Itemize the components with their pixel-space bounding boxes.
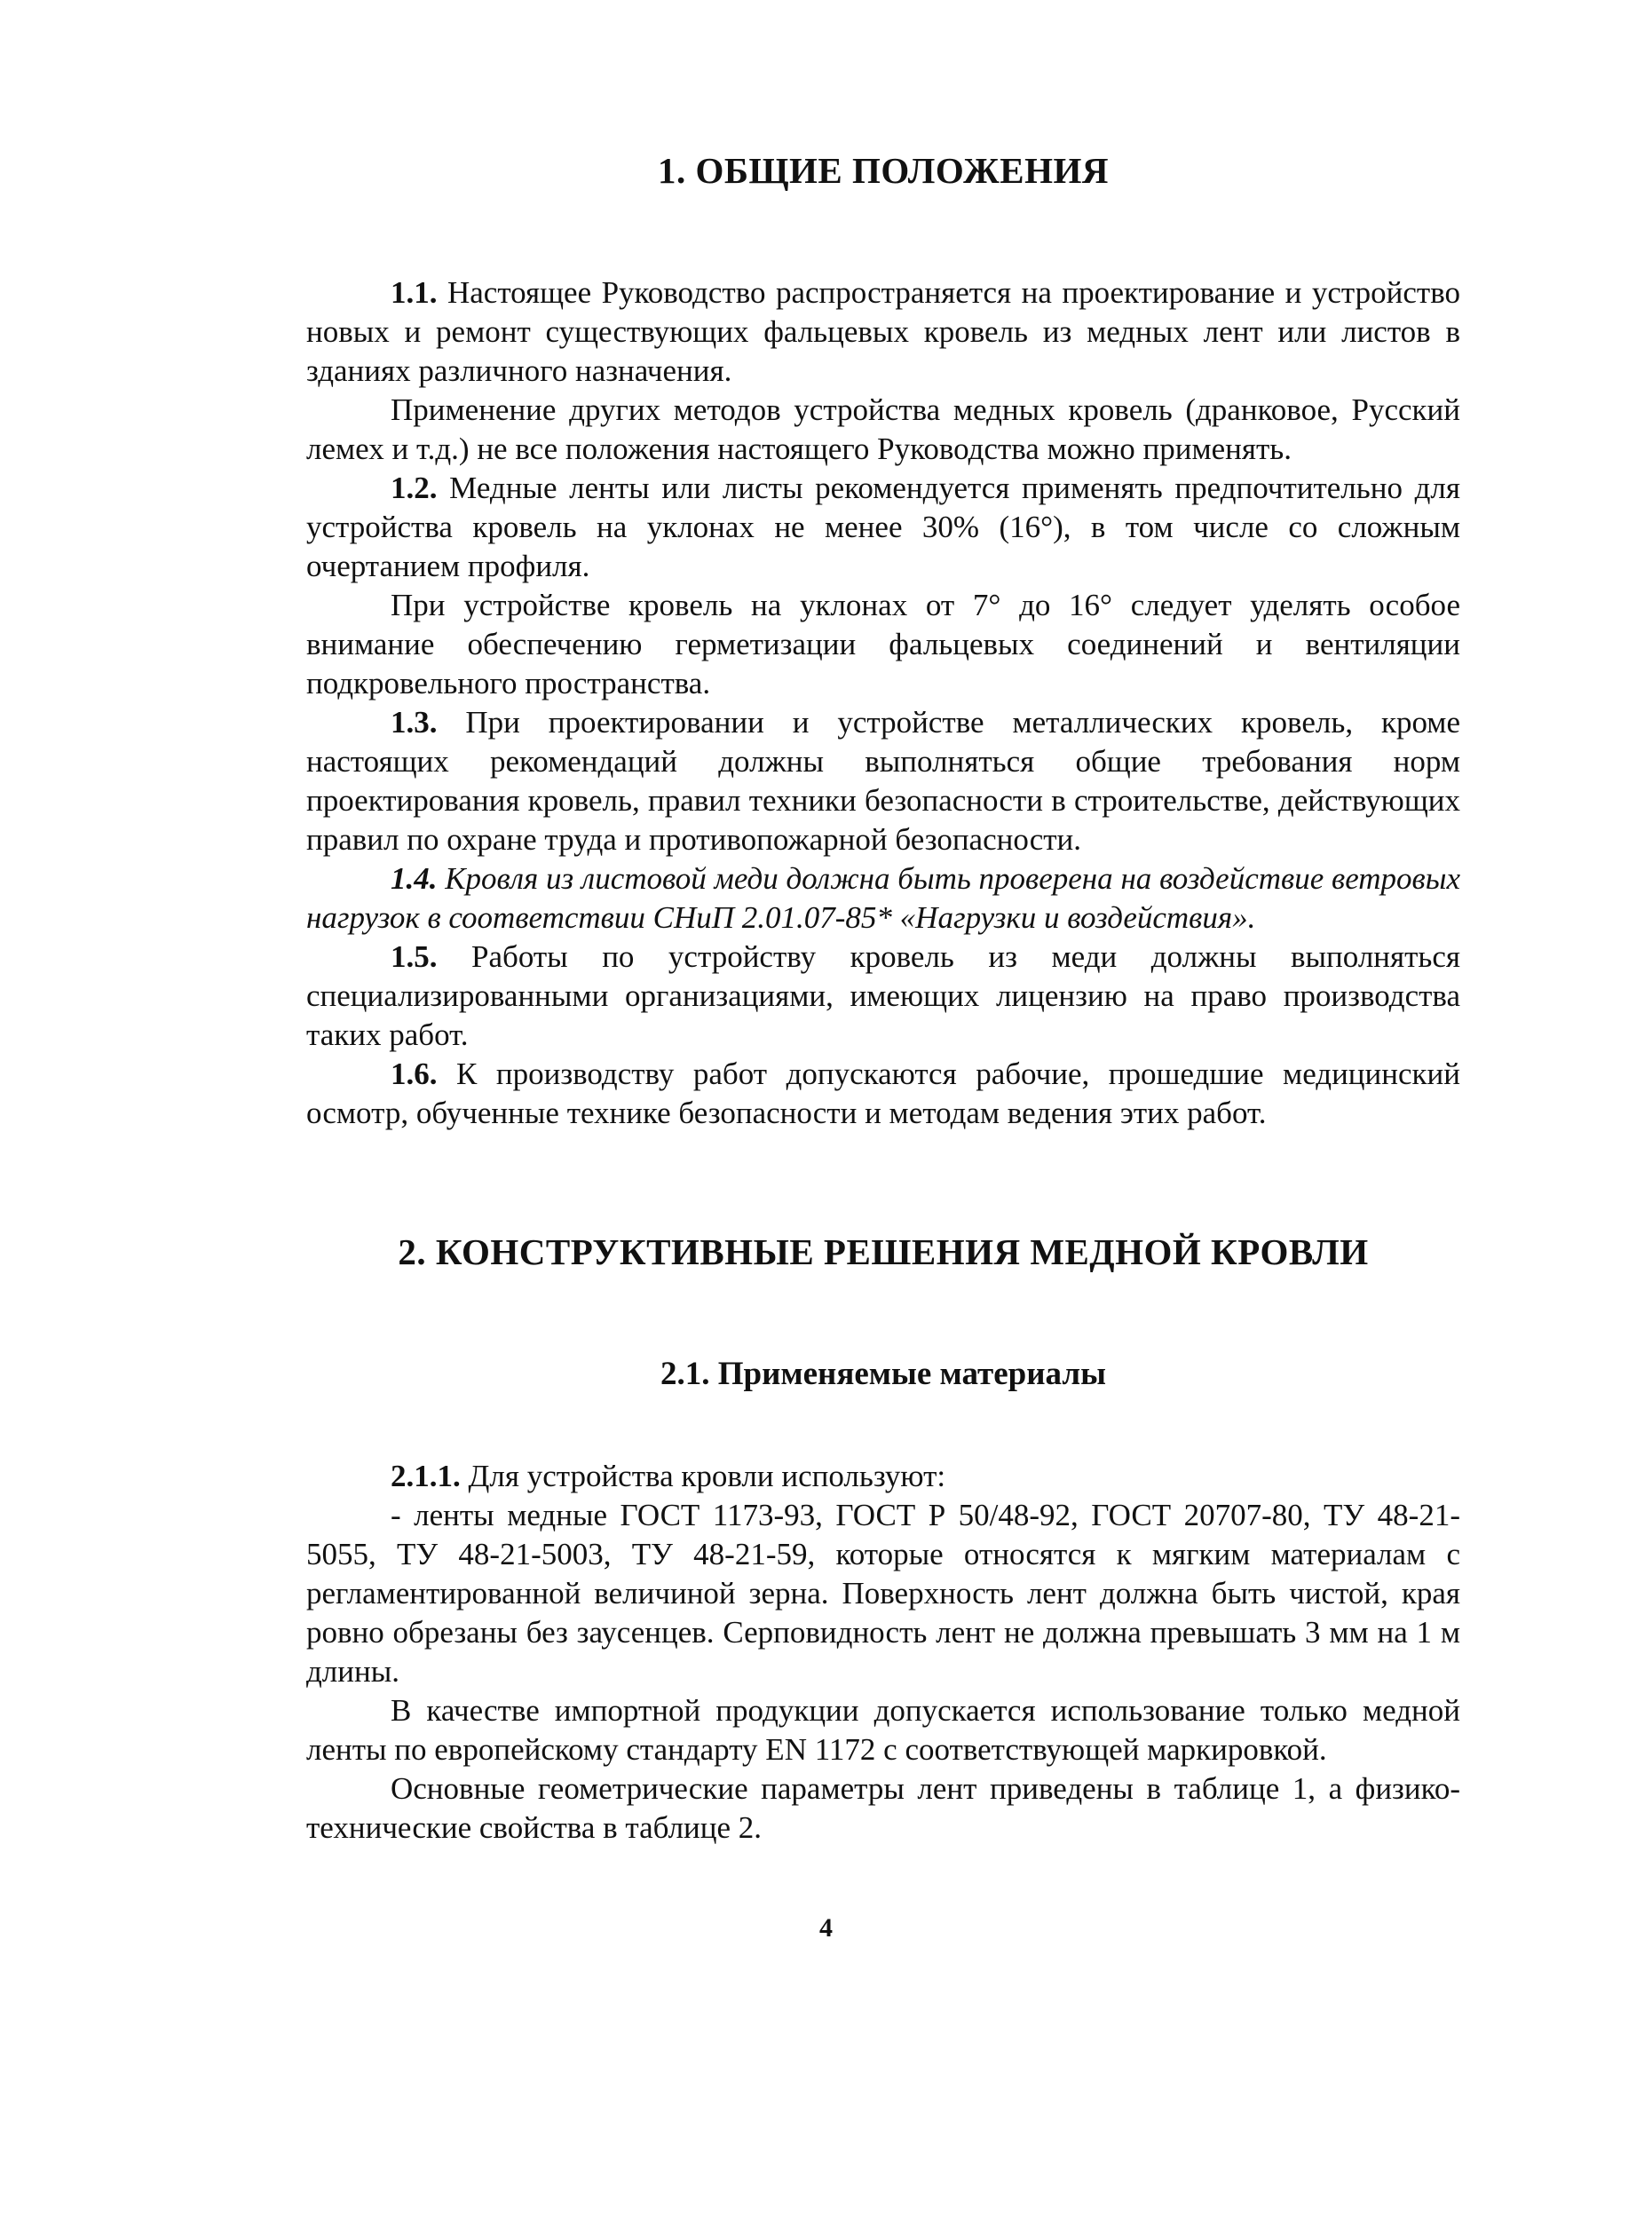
- paragraph-text: - ленты медные ГОСТ 1173-93, ГОСТ Р 50/48-92, ГОСТ 20707-80, ТУ 48-21-5055, ТУ 48-21-5003, ТУ 48-21-59, которые относятся к мягким материалам с регламентированной величиной зерна. Поверхность лент должна быть чистой, края ровно обрезаны без заусенцев. Серповидность лент не должна превышать 3 мм на 1 м длины.: [306, 1498, 1460, 1689]
- paragraph-text: При проектировании и устройстве металлических кровель, кроме настоящих рекомендаций должны выполняться общие требования норм проектирования кровель, правил техники безопасности в строительстве, действующих правил по охране труда и противопожарной безопасности.: [306, 705, 1460, 857]
- paragraph-text: Кровля из листовой меди должна быть проверена на воздействие ветровых нагрузок в соответствии СНиП 2.01.07-85* «Нагрузки и воздействия».: [306, 861, 1460, 935]
- paragraph-text: Применение других методов устройства медных кровель (дранковое, Русский лемех и т.д.) не все положения настоящего Руководства можно применять.: [306, 392, 1460, 466]
- paragraph-text: Работы по устройству кровель из меди должны выполняться специализированными организациями, имеющих лицензию на право производства таких работ.: [306, 939, 1460, 1052]
- page-number: 4: [819, 1913, 833, 1943]
- clause-number: 1.6.: [391, 1057, 438, 1091]
- paragraph-2-1-1: [306, 1457, 1460, 1496]
- paragraph-text: При устройстве кровель на уклонах от 7° до 16° следует уделять особое внимание обеспечению герметизации фальцевых соединений и вентиляции подкровельного пространства.: [306, 588, 1460, 700]
- paragraph-1-2-continued: [306, 586, 1460, 703]
- clause-number: 1.1.: [391, 275, 438, 310]
- paragraph-text: В качестве импортной продукции допускается использование только медной ленты по европейскому стандарту EN 1172 с соответствующей маркировкой.: [306, 1693, 1460, 1767]
- paragraph-1-6: [306, 1055, 1460, 1133]
- section-1-title: 1. ОБЩИЕ ПОЛОЖЕНИЯ: [658, 150, 1109, 191]
- paragraph-text: Медные ленты или листы рекомендуется применять предпочтительно для устройства кровель на уклонах не менее 30% (16°), в том числе со сложным очертанием профиля.: [306, 471, 1460, 583]
- paragraph-1-3: [306, 703, 1460, 859]
- section-2-body: [306, 1457, 1460, 1848]
- clause-number: 1.4.: [391, 861, 438, 896]
- paragraph-1-1: [306, 273, 1460, 391]
- clause-number: 1.3.: [391, 705, 438, 740]
- paragraph-text: Основные геометрические параметры лент приведены в таблице 1, а физико-технические свойства в таблице 2.: [306, 1771, 1460, 1845]
- document-page: [306, 133, 1460, 1848]
- paragraph-1-2: [306, 469, 1460, 586]
- clause-number: 2.1.1.: [391, 1459, 461, 1493]
- paragraph-import: [306, 1691, 1460, 1769]
- paragraph-1-1-continued: [306, 391, 1460, 469]
- paragraph-1-4: [306, 859, 1460, 938]
- section-2-title: 2. КОНСТРУКТИВНЫЕ РЕШЕНИЯ МЕДНОЙ КРОВЛИ: [398, 1231, 1369, 1272]
- clause-number: 1.2.: [391, 471, 438, 505]
- paragraph-text: Настоящее Руководство распространяется на проектирование и устройство новых и ремонт существующих фальцевых кровель из медных лент или листов в зданиях различного назначения.: [306, 275, 1460, 388]
- paragraph-text: Для устройства кровли используют:: [460, 1459, 946, 1493]
- paragraph-copper-tapes: [306, 1496, 1460, 1691]
- subsection-2-1-title: 2.1. Применяемые материалы: [660, 1356, 1107, 1392]
- section-1-body: [306, 273, 1460, 1133]
- clause-number: 1.5.: [391, 939, 438, 974]
- paragraph-text: К производству работ допускаются рабочие, прошедшие медицинский осмотр, обученные технике безопасности и методам ведения этих работ.: [306, 1057, 1460, 1130]
- paragraph-1-5: [306, 938, 1460, 1055]
- paragraph-parameters: [306, 1769, 1460, 1848]
